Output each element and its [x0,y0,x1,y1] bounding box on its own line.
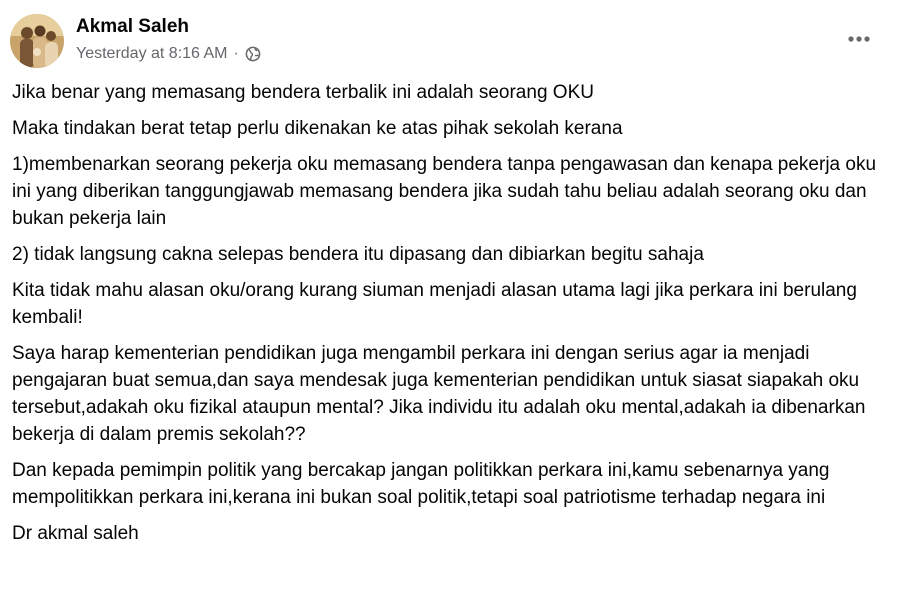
post-paragraph: 1)membenarkan seorang pekerja oku memasang bendera tanpa pengawasan dan kenapa pekerja oku ini yang diberikan tanggungjawab memasang bendera jika sudah tahu beliau adalah seorang oku dan bukan pekerja lain [12,154,877,229]
post-body [12,79,888,556]
post-paragraph: 2) tidak langsung cakna selepas bendera itu dipasang dan dibiarkan begitu sahaja [12,244,704,265]
globe-icon[interactable] [245,46,261,62]
post-header [0,0,900,76]
post-paragraph: Jika benar yang memasang bendera terbalik ini adalah seorang OKU [12,82,594,103]
post-paragraph: Kita tidak mahu alasan oku/orang kurang siuman menjadi alasan utama lagi jika perkara ini berulang kembali! [12,280,857,328]
avatar-photo [10,14,64,68]
post-timestamp[interactable]: Yesterday at 8:16 AM [76,45,228,62]
author-avatar[interactable] [10,14,64,68]
author-name[interactable]: Akmal Saleh [76,16,189,37]
post-paragraph: Dan kepada pemimpin politik yang bercakap jangan politikkan perkara ini,kamu sebenarnya yang mempolitikkan perkara ini,kerana ini bukan soal politik,tetapi soal patriotisme terhadap negara ini [12,460,830,508]
more-horizontal-icon [847,35,871,43]
meta-separator: · [233,45,239,62]
more-options-button[interactable] [836,24,882,54]
post-meta [76,43,261,65]
post-paragraph: Saya harap kementerian pendidikan juga mengambil perkara ini dengan serius agar ia menjadi pengajaran buat semua,dan saya mendesak juga kementerian pendidikan untuk siasat siapakah oku tersebut,adakah oku fizikal ataupun mental? Jika individu itu adalah oku mental,adakah ia dibenarkan bekerja di dalam premis sekolah?? [12,343,866,445]
post-signature: Dr akmal saleh [12,523,139,544]
post-paragraph: Maka tindakan berat tetap perlu dikenakan ke atas pihak sekolah kerana [12,118,623,139]
